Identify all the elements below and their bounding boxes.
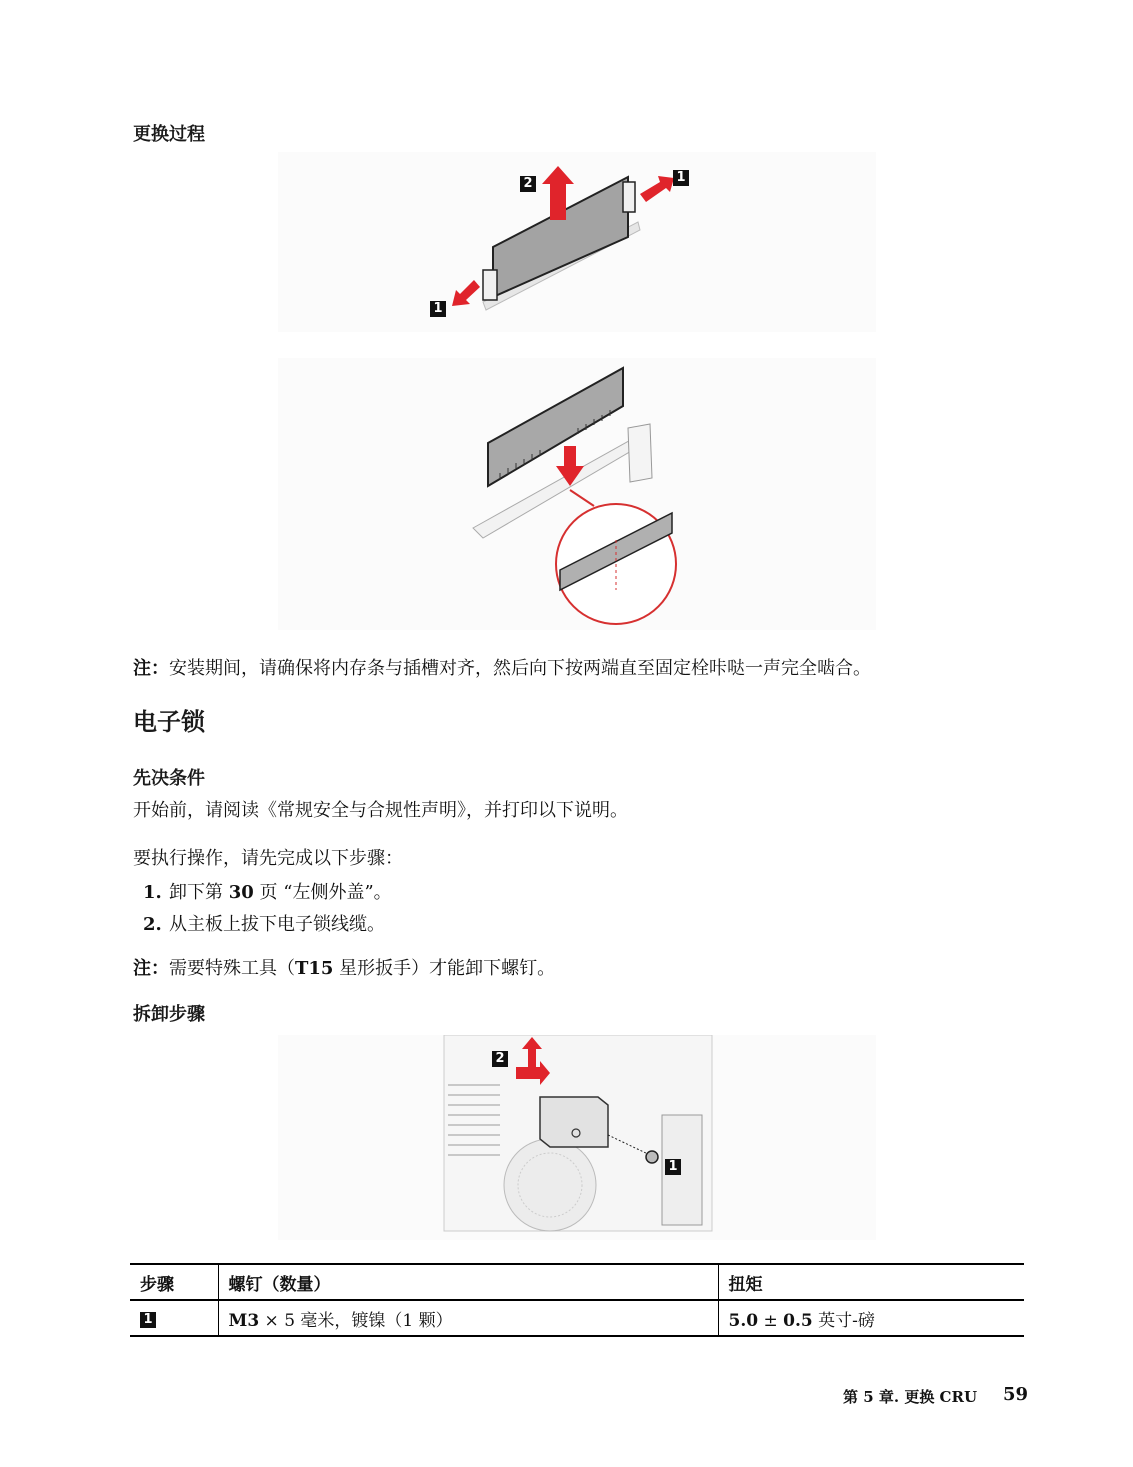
callout-1-badge-left: 1 [430,301,446,317]
callout-2-badge: 2 [492,1051,508,1067]
footer-page-number: 59 [1003,1384,1029,1405]
cell-screw: M3 × 5 毫米，镀镍（1 颗） [218,1300,718,1336]
figure-lock-removal [278,1035,876,1240]
lock-removal-illustration [278,1035,876,1240]
removal-heading: 拆卸步骤 [133,1004,205,1025]
table-header-row [130,1264,1024,1300]
note-special-tool: 注：需要特殊工具（T15 星形扳手）才能卸下螺钉。 [133,958,556,979]
prereq-steps [143,877,392,941]
callout-1-badge-right: 1 [673,170,689,186]
prereq-lead: 要执行操作，请先完成以下步骤： [133,848,403,869]
memory-install-illustration [278,358,876,630]
section-title-electronic-lock: 电子锁 [133,708,205,736]
step-badge: 1 [140,1312,156,1328]
section-heading-replacement: 更换过程 [133,124,205,145]
prereq-step-1: 1. 卸下第 30 页 “左侧外盖”。 [143,882,392,903]
note-text: 安装期间，请确保将内存条与插槽对齐，然后向下按两端直至固定栓咔哒一声完全啮合。 [169,658,871,679]
header-screw: 螺钉（数量） [218,1264,718,1300]
figure-memory-removal [278,152,876,332]
header-step: 步骤 [130,1264,218,1300]
footer-chapter: 第 5 章. 更换 CRU [843,1388,978,1406]
prereq-intro: 开始前，请阅读《常规安全与合规性声明》，并打印以下说明。 [133,800,628,821]
note-label: 注： [133,658,169,679]
prereq-heading: 先决条件 [133,768,205,789]
callout-1-badge: 1 [665,1159,681,1175]
screw-spec-table [130,1263,1024,1337]
callout-2-badge: 2 [520,176,536,192]
memory-removal-illustration [278,152,876,332]
figure-memory-install [278,358,876,630]
cell-step [130,1300,218,1336]
cell-torque: 5.0 ± 0.5 英寸-磅 [718,1300,1024,1336]
table-row [130,1300,1024,1336]
header-torque: 扭矩 [718,1264,1024,1300]
note-alignment [133,656,1033,682]
prereq-step-2: 2. 从主板上拔下电子锁线缆。 [143,914,385,935]
